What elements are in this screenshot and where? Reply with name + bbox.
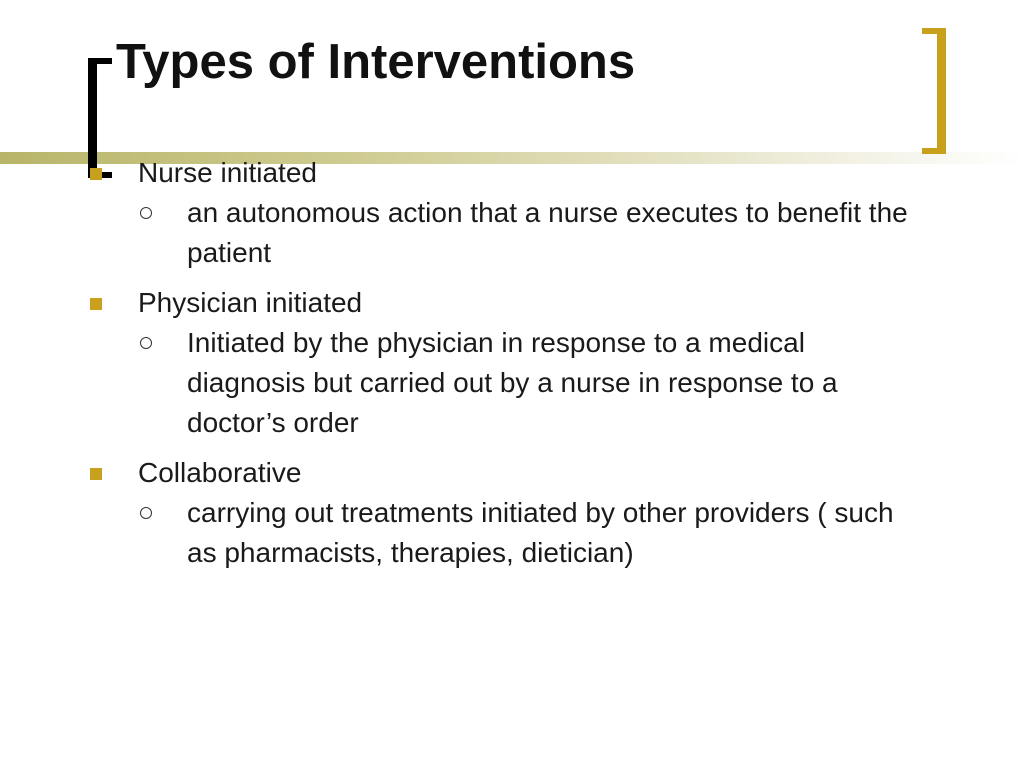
right-bracket-decoration (922, 28, 946, 154)
circle-bullet-icon (140, 337, 152, 349)
bullet-level-2 (88, 323, 918, 443)
bullet-level-2 (88, 493, 918, 573)
circle-bullet-icon (140, 207, 152, 219)
bullet-level-2 (88, 193, 918, 273)
bullet-sub-text: carrying out treatments initiated by other providers ( such as pharmacists, therapies, dietician) (187, 497, 894, 568)
bullet-sub-text: Initiated by the physician in response to a medical diagnosis but carried out by a nurse in response to a doctor’s order (187, 327, 838, 438)
bullet-level-1 (88, 453, 918, 493)
list-item (88, 453, 918, 573)
bullet-list (88, 153, 918, 573)
list-item (88, 283, 918, 443)
bullet-level-1 (88, 283, 918, 323)
square-bullet-icon (90, 468, 102, 480)
slide-title: Types of Interventions (116, 35, 636, 89)
bullet-sub-text: an autonomous action that a nurse executes to benefit the patient (187, 197, 908, 268)
bullet-label: Nurse initiated (138, 157, 317, 188)
square-bullet-icon (90, 298, 102, 310)
bullet-level-1 (88, 153, 918, 193)
bullet-label: Physician initiated (138, 287, 363, 318)
bullet-label: Collaborative (138, 457, 302, 488)
list-item (88, 153, 918, 273)
circle-bullet-icon (140, 507, 152, 519)
square-bullet-icon (90, 168, 102, 180)
